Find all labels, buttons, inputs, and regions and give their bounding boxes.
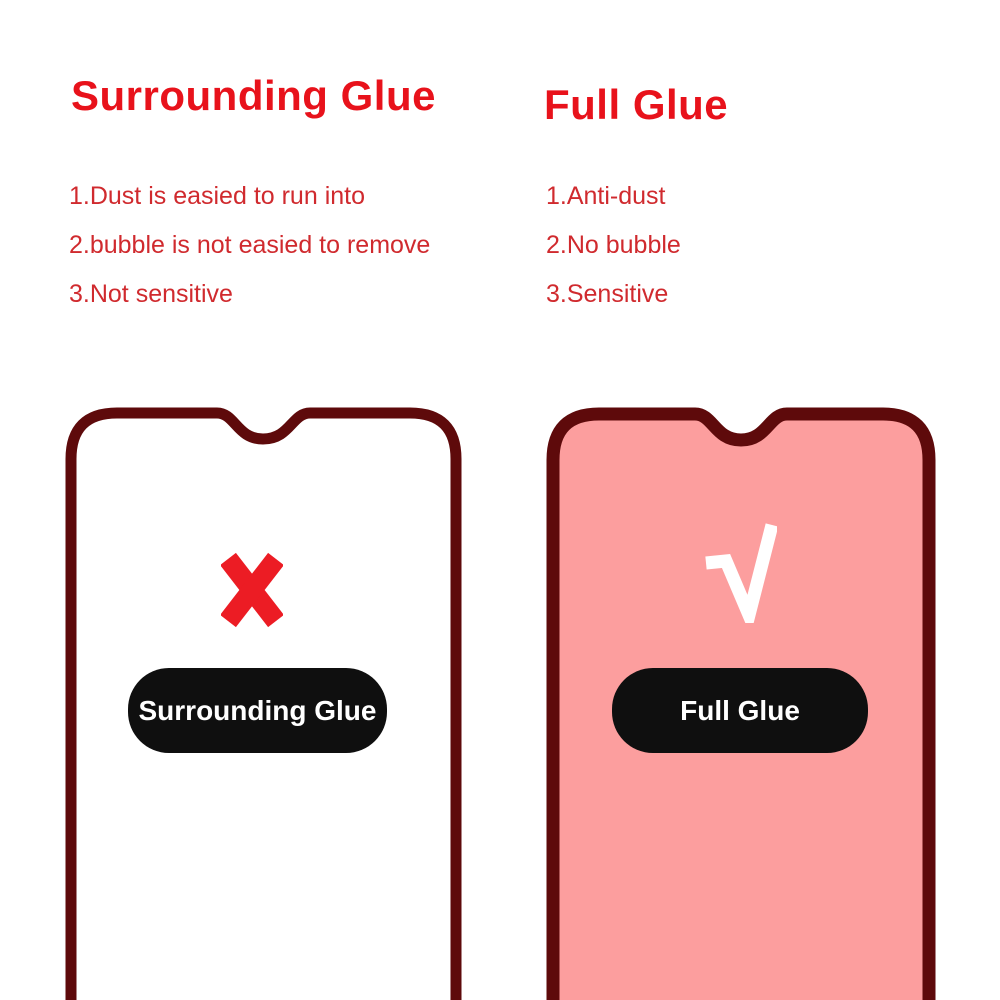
- right-feature-list: [546, 184, 681, 331]
- feature-item: 3.Not sensitive: [69, 280, 233, 308]
- left-column-title: Surrounding Glue: [71, 72, 436, 119]
- right-column-title: Full Glue: [544, 81, 729, 128]
- feature-item: 1.Anti-dust: [546, 182, 666, 210]
- feature-item: 2.No bubble: [546, 231, 681, 259]
- left-phone-badge: [128, 668, 387, 753]
- right-phone-badge-label: Full Glue: [680, 694, 800, 726]
- right-phone-badge: [612, 668, 868, 753]
- cross-icon: [221, 551, 283, 629]
- feature-item: 2.bubble is not easied to remove: [69, 231, 431, 259]
- feature-item: 1.Dust is easied to run into: [69, 182, 365, 210]
- feature-item: 3.Sensitive: [546, 280, 669, 308]
- left-feature-list: [69, 184, 430, 331]
- check-icon: [701, 519, 777, 623]
- left-phone-badge-label: Surrounding Glue: [138, 694, 377, 726]
